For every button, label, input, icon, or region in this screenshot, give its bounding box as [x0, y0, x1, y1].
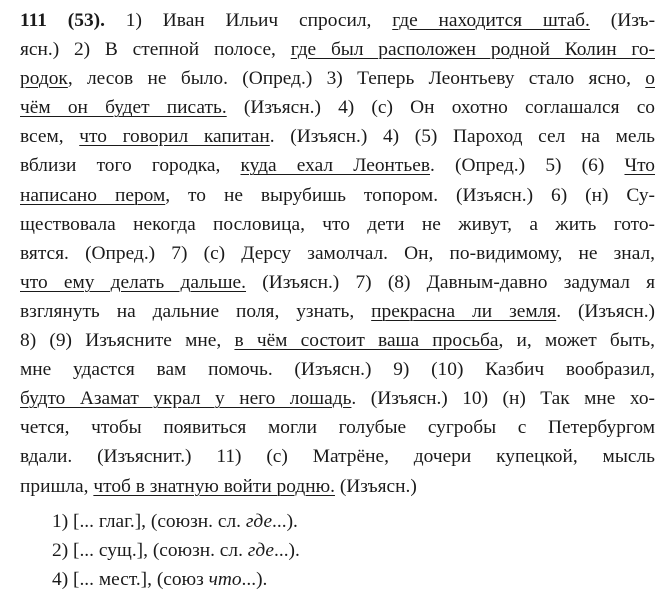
exercise-number: 111 (53).: [20, 10, 105, 31]
text-line: [20, 64, 655, 93]
text-line: [20, 181, 655, 210]
text-segment: пришла,: [20, 475, 94, 497]
text-segment: , то не вырубишь топором. (Изъясн.) 6) (н) Су-: [165, 184, 655, 206]
scheme-item: [20, 507, 655, 536]
text-segment: 1) Иван Ильич спросил,: [104, 10, 393, 31]
underlined-clause: родок: [20, 68, 68, 90]
text-segment: . (Изъясн.): [556, 300, 655, 322]
underlined-clause: куда ехал Леонтьев: [240, 155, 431, 177]
underlined-clause: в чём состоит ваша просьба: [234, 330, 499, 352]
text-segment: , лесов не было. (Опред.) 3) Теперь Леонтьеву стало ясно,: [67, 68, 646, 90]
text-segment: (Изъ-: [589, 10, 656, 31]
scheme-item: [20, 536, 655, 565]
text-segment: (Изъясн.): [334, 475, 417, 497]
italic-word: где: [247, 539, 274, 561]
text-line: [20, 93, 655, 122]
underlined-clause: будто Азамат украл у него лошадь: [20, 388, 352, 410]
text-segment: 8) (9) Изъясните мне,: [20, 330, 235, 352]
text-line: [20, 442, 655, 471]
text-line: [20, 355, 655, 384]
underlined-clause: Что: [624, 155, 655, 177]
text-line: [20, 326, 655, 355]
text-segment: 4) [... мест.], (союз: [52, 568, 209, 590]
text-segment: 1) [... глаг.], (союзн. сл.: [52, 510, 246, 532]
text-segment: 2) [... сущ.], (союзн. сл.: [52, 539, 248, 561]
text-line: [20, 6, 655, 35]
text-line: [20, 151, 655, 180]
underlined-clause: о: [645, 68, 655, 90]
text-segment: (Изъясн.) 4) (с) Он охотно соглашался со: [226, 97, 655, 119]
underlined-clause: прекрасна ли земля: [371, 300, 557, 322]
text-segment: , и, может быть,: [498, 330, 655, 352]
text-segment: взглянуть на дальние поля, узнать,: [20, 300, 372, 322]
text-line: [20, 268, 655, 297]
underlined-clause: где находится штаб.: [392, 10, 590, 31]
text-segment: ясн.) 2) В степной полосе,: [20, 39, 291, 61]
text-segment: вдали. (Изъяснит.) 11) (с) Матрёне, дочери купецкой, мысль: [20, 446, 655, 468]
underlined-clause: что говорил капитан: [79, 126, 270, 148]
text-segment: . (Изъясн.) 4) (5) Пароход сел на мель: [269, 126, 655, 148]
exercise-text: [20, 6, 655, 501]
underlined-clause: написано пером: [20, 184, 166, 206]
scheme-list: [20, 507, 655, 594]
text-line: [20, 239, 655, 268]
text-line: [20, 384, 655, 413]
text-segment: чется, чтобы появиться могли голубые сугробы с Петербургом: [20, 417, 655, 439]
text-segment: ...).: [272, 510, 298, 532]
text-segment: (Изъясн.) 7) (8) Давным-давно задумал я: [246, 271, 655, 293]
text-segment: ...).: [274, 539, 300, 561]
text-line: [20, 122, 655, 151]
text-segment: . (Изъясн.) 10) (н) Так мне хо-: [351, 388, 655, 410]
text-line: [20, 35, 655, 64]
text-segment: вблизи того городка,: [20, 155, 241, 177]
text-line: [20, 210, 655, 239]
italic-word: что: [208, 568, 242, 590]
text-segment: ществовала некогда пословица, что дети не живут, а жить гото-: [20, 213, 655, 235]
scheme-item: [20, 565, 655, 594]
underlined-clause: чём он будет писать.: [20, 97, 227, 119]
underlined-clause: что ему делать дальше.: [20, 271, 247, 293]
italic-word: где: [245, 510, 273, 532]
text-line: [20, 297, 655, 326]
text-line: [20, 413, 655, 442]
text-segment: вятся. (Опред.) 7) (с) Дерсу замолчал. Он, по-видимому, не знал,: [20, 242, 655, 264]
text-segment: . (Опред.) 5) (6): [430, 155, 625, 177]
text-segment: всем,: [20, 126, 80, 148]
underlined-clause: чтоб в знатную войти родню.: [93, 475, 335, 497]
underlined-clause: где был расположен родной Колин го-: [290, 39, 655, 61]
text-line: [20, 472, 655, 501]
text-segment: ...).: [241, 568, 268, 590]
text-segment: мне удастся вам помочь. (Изъясн.) 9) (10) Казбич вообразил,: [20, 359, 655, 381]
